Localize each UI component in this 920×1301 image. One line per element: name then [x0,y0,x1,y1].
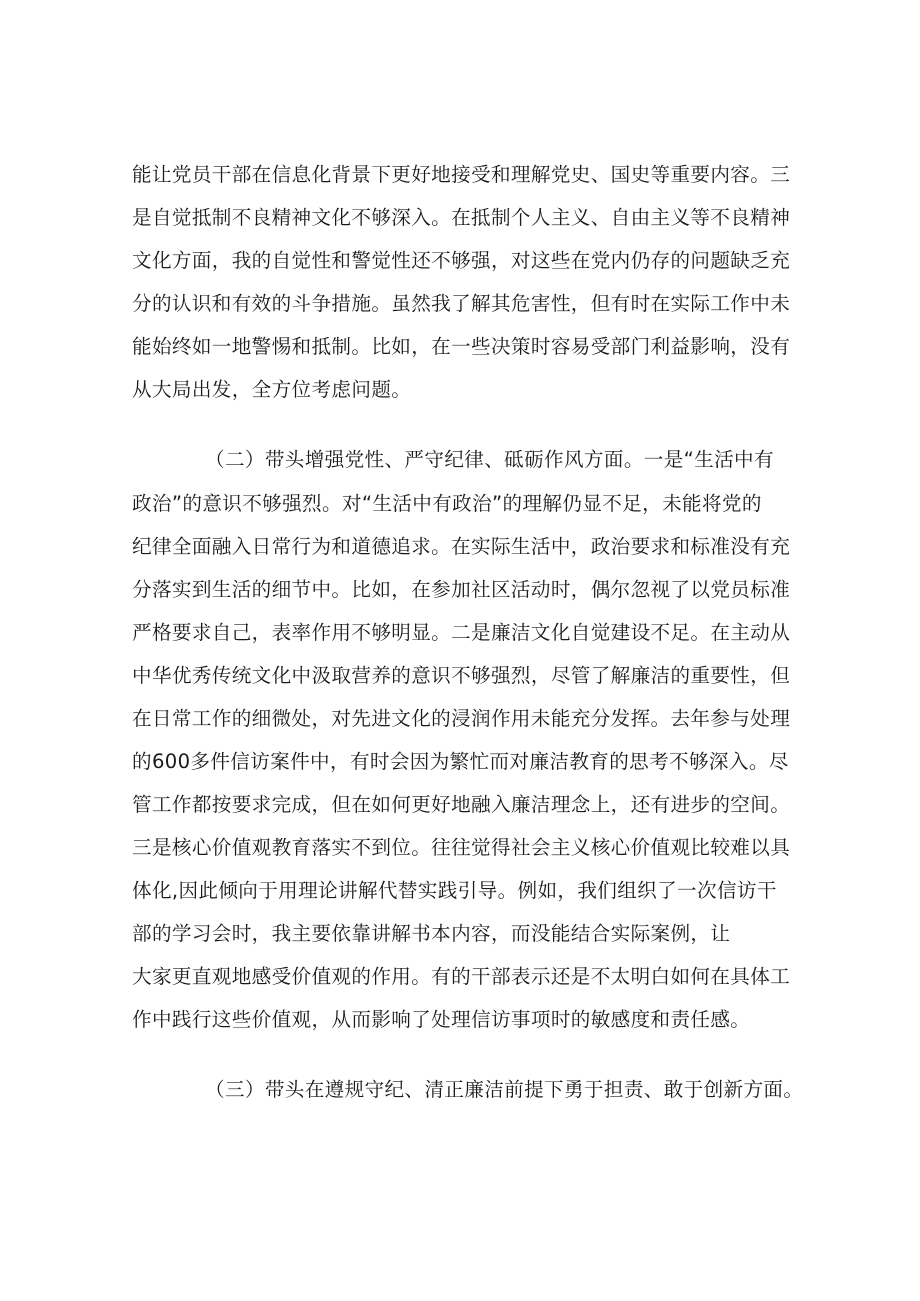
paragraph-2-line-5: 严格要求自己，表率作用不够明显。二是廉洁文化自觉建设不足。在主动从 [132,621,791,644]
paragraph-1-line-4: 分的认识和有效的斗争措施。虽然我了解其危害性，但有时在实际工作中未 [132,292,791,315]
paragraph-2-line-8: 的600多件信访案件中，有时会因为繁忙而对廉洁教育的思考不够深入。尽 [132,750,789,773]
paragraph-1-line-2: 是自觉抵制不良精神文化不够深入。在抵制个人主义、自由主义等不良精神 [132,206,791,229]
paragraph-1-line-3: 文化方面，我的自觉性和警觉性还不够强，对这些在党内仍存的问题缺乏充 [132,249,791,272]
paragraph-1-line-6: 从大局出发，全方位考虑问题。 [132,378,412,401]
paragraph-2-line-2: 政治”的意识不够强烈。对“生活中有政治”的理解仍显不足，未能将党的 [132,492,762,515]
paragraph-2-line-10: 三是核心价值观教育落实不到位。往往觉得社会主义核心价值观比较难以具 [132,836,791,859]
paragraph-3-line-1: （三）带头在遵规守纪、清正廉洁前提下勇于担责、敢于创新方面。 [205,1078,804,1101]
paragraph-2-line-7: 在日常工作的细微处，对先进文化的浸润作用未能充分发挥。去年参与处理 [132,707,791,730]
paragraph-2-line-11: 体化,因此倾向于用理论讲解代替实践引导。例如，我们组织了一次信访干 [132,879,777,902]
paragraph-2-line-4: 分落实到生活的细节中。比如，在参加社区活动时，偶尔忽视了以党员标准 [132,578,791,601]
paragraph-1-line-5: 能始终如一地警惕和抵制。比如，在一些决策时容易受部门利益影响，没有 [132,335,791,358]
paragraph-1-line-1: 能让党员干部在信息化背景下更好地接受和理解党史、国史等重要内容。三 [132,163,791,186]
paragraph-2-line-3: 纪律全面融入日常行为和道德追求。在实际生活中，政治要求和标准没有充 [132,535,791,558]
paragraph-2-line-13: 大家更直观地感受价值观的作用。有的干部表示还是不太明白如何在具体工 [132,965,791,988]
paragraph-2-line-12: 部的学习会时，我主要依靠讲解书本内容，而没能结合实际案例，让 [132,922,731,945]
paragraph-2-line-6: 中华优秀传统文化中汲取营养的意识不够强烈，尽管了解廉洁的重要性，但 [132,664,791,687]
paragraph-2-line-1: （二）带头增强党性、严守纪律、砥砺作风方面。一是“生活中有 [205,448,774,471]
paragraph-2-line-14: 作中践行这些价值观，从而影响了处理信访事项时的敏感度和责任感。 [132,1008,751,1031]
paragraph-2-line-9: 管工作都按要求完成，但在如何更好地融入廉洁理念上，还有进步的空间。 [132,793,791,816]
